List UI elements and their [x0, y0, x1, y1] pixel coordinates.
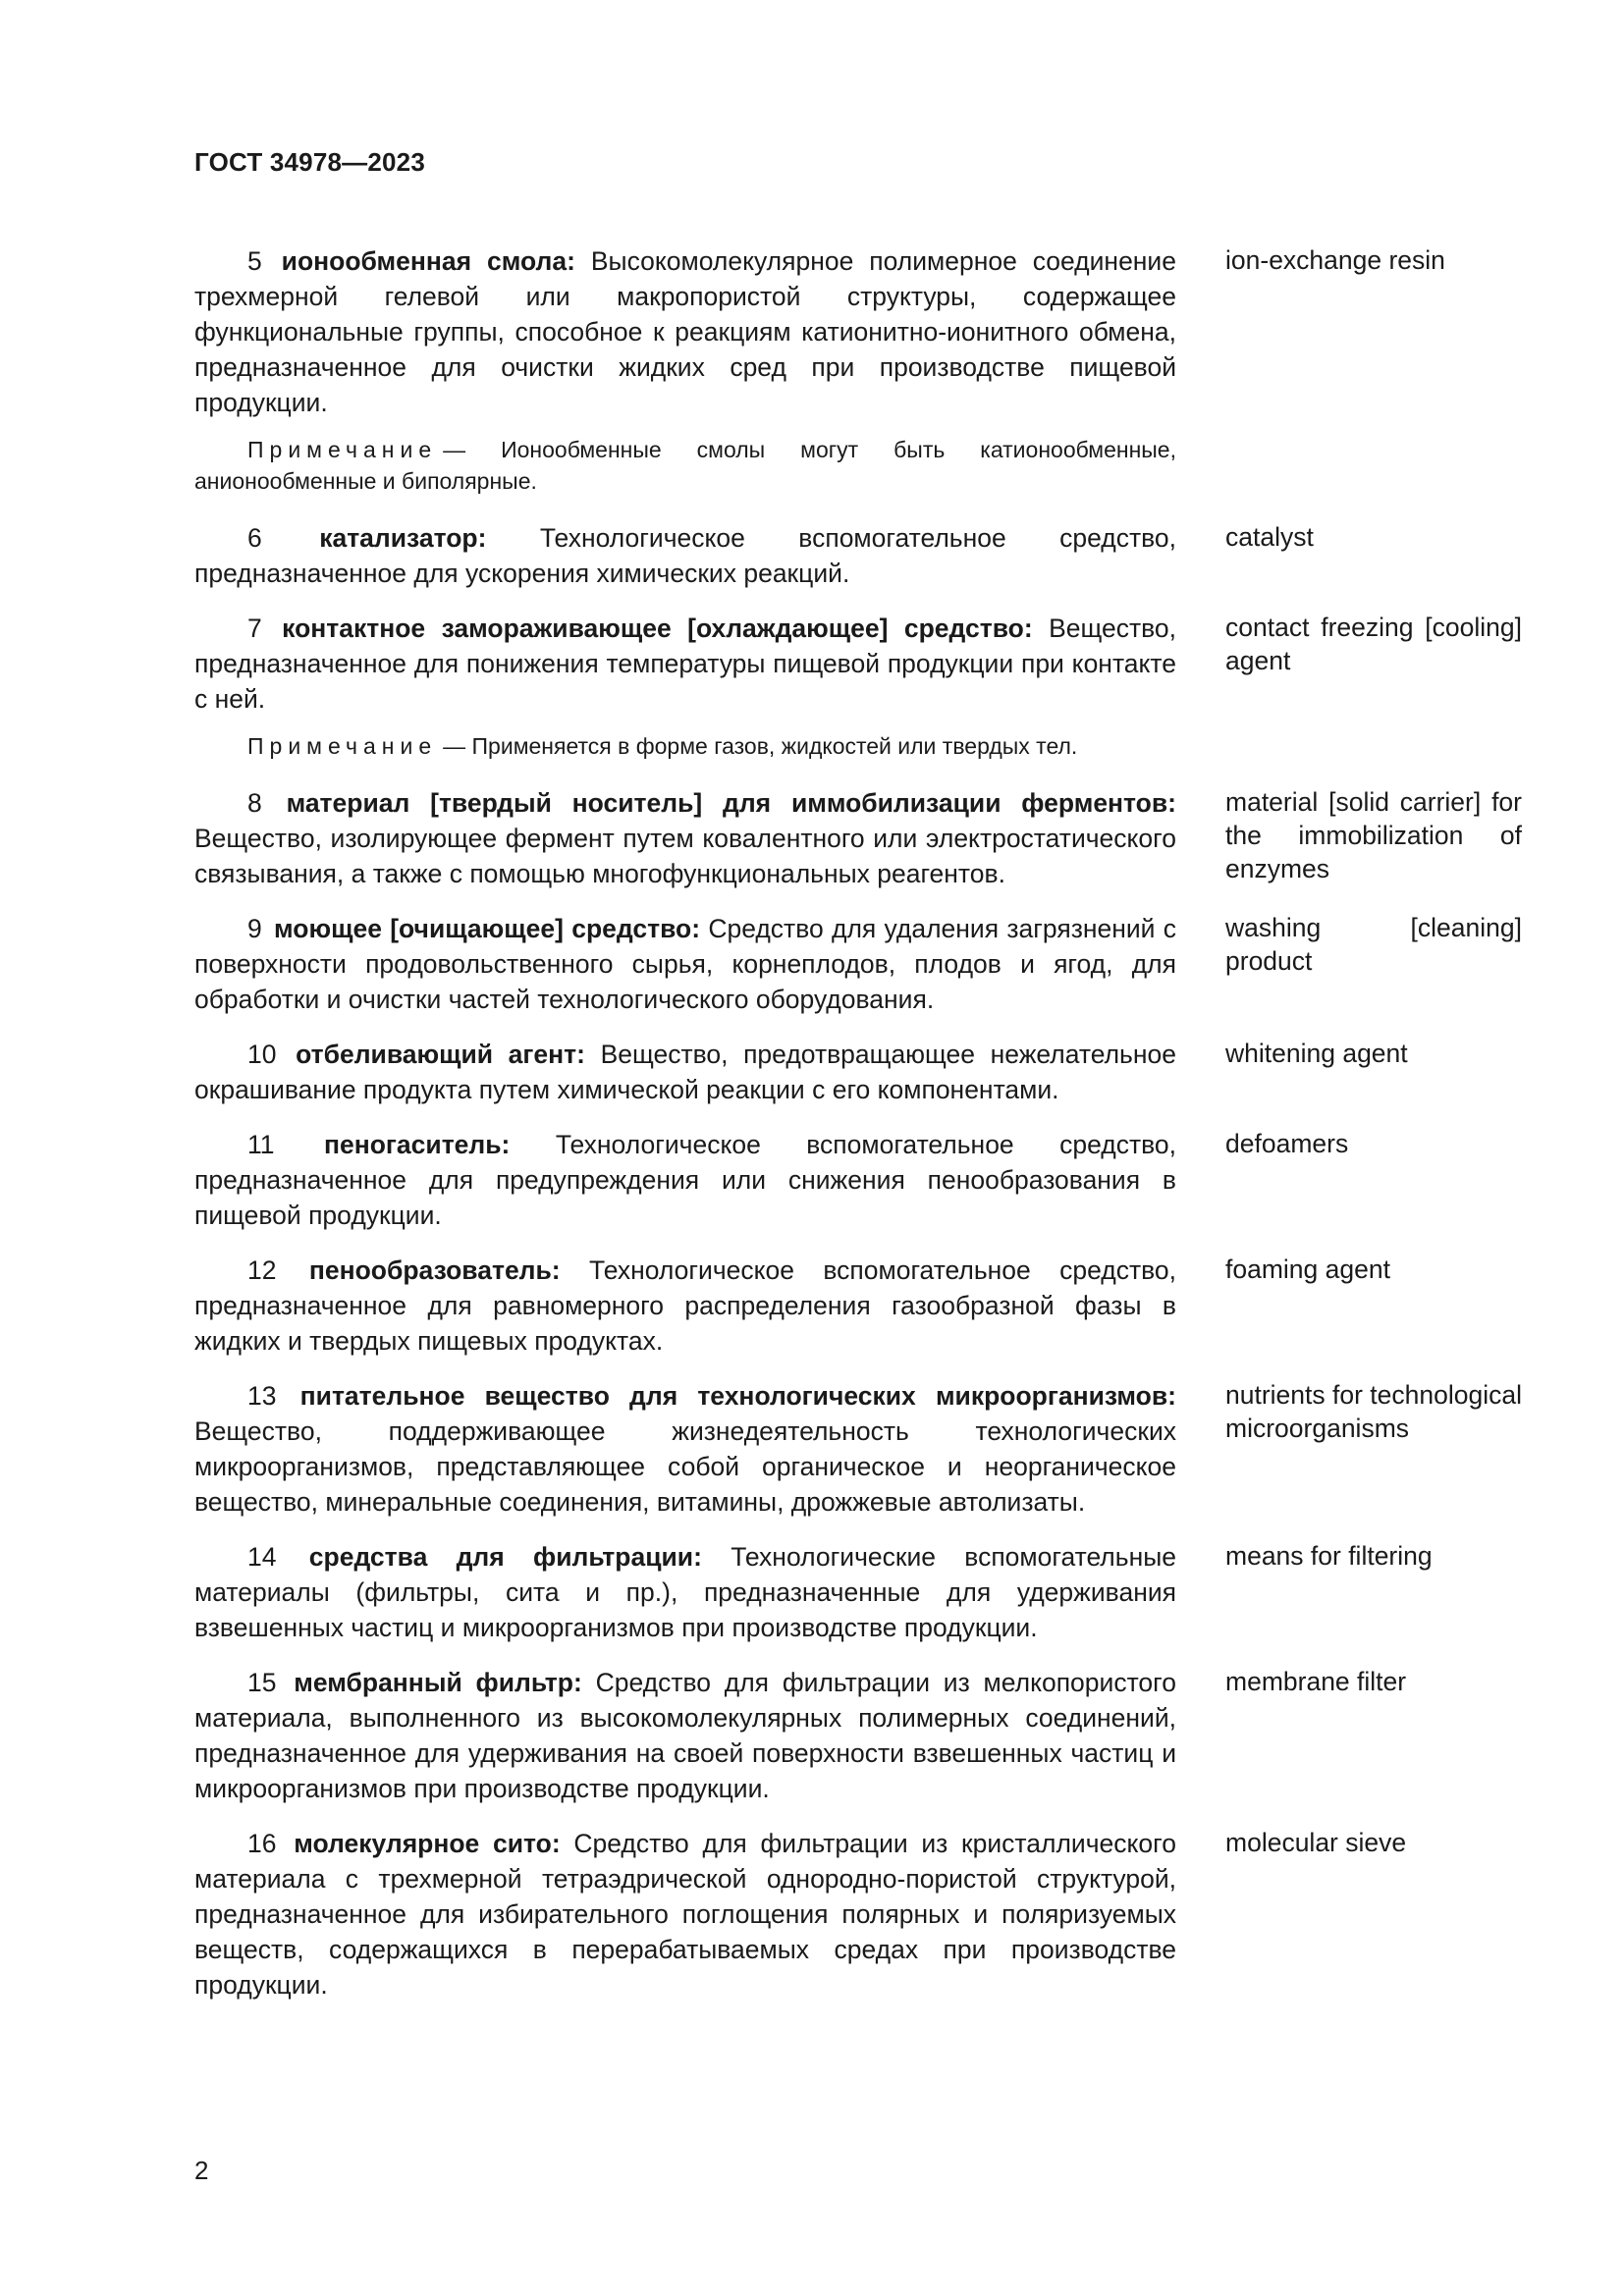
english-equivalent: contact freezing [cooling] agent: [1225, 613, 1522, 675]
term-number: 7: [247, 614, 262, 643]
term-number: 11: [247, 1130, 275, 1159]
term-name: пеногаситель:: [323, 1130, 511, 1159]
term-name: молекулярное сито:: [294, 1829, 561, 1858]
term-number: 8: [247, 788, 262, 818]
term-name: материал [твердый носитель] для иммобилизации ферментов:: [286, 788, 1176, 818]
term-definition-block: [194, 911, 1176, 1017]
note-label: Примечание: [247, 437, 438, 462]
term-entry: [194, 243, 1522, 420]
english-equivalent: nutrients for technological microorganisms: [1225, 1380, 1522, 1443]
term-note: [194, 434, 1176, 497]
term-entry: [194, 1539, 1522, 1645]
term-definition-block: [194, 1665, 1176, 1806]
term-name: ионообменная смола:: [281, 246, 575, 276]
page-number: 2: [194, 2156, 209, 2185]
term-definition-block: [194, 785, 1176, 891]
term-definition-block: [194, 1539, 1176, 1645]
term-definition: Средство для фильтрации из мелкопористого материала, выполненного из высокомолекулярных полимерных соединений, предназначенное для удерживания на своей поверхности взвешенных частиц и микроорганизмов при производстве продукции.: [194, 1668, 1176, 1803]
term-entry: [194, 785, 1522, 891]
term-name: мембранный фильтр:: [294, 1668, 582, 1697]
term-name: контактное замораживающее [охлаждающее] средство:: [282, 614, 1033, 643]
english-equivalent: whitening agent: [1225, 1039, 1408, 1068]
term-definition: Вещество, изолирующее фермент путем ковалентного или электростатического связывания, а также с помощью многофункциональных реагентов.: [194, 824, 1176, 888]
english-equivalent: molecular sieve: [1225, 1828, 1407, 1857]
term-name: питательное вещество для технологических микроорганизмов:: [299, 1381, 1176, 1411]
term-definition: Технологическое вспомогательное средство, предназначенное для равномерного распределения газообразной фазы в жидких и твердых пищевых продуктах.: [194, 1255, 1176, 1356]
term-definition: Технологическое вспомогательное средство, предназначенное для предупреждения или снижения пенообразования в пищевой продукции.: [194, 1130, 1176, 1230]
english-equivalent: foaming agent: [1225, 1255, 1390, 1284]
term-definition: Высокомолекулярное полимерное соединение трехмерной гелевой или макропористой структуры, содержащее функциональные группы, способное к реакциям катионитно-ионитного обмена, предназначенное для очистки жидких сред при производстве пищевой продукции.: [194, 246, 1176, 417]
english-equivalent: defoamers: [1225, 1129, 1349, 1158]
note-text: — Ионообменные смолы могут быть катионообменные, анионообменные и биполярные.: [194, 437, 1176, 494]
term-entry: [194, 520, 1522, 591]
term-number: 13: [247, 1381, 277, 1411]
term-definition: Вещество, предназначенное для понижения температуры пищевой продукции при контакте с ней.: [194, 614, 1177, 714]
document-header: ГОСТ 34978—2023: [194, 147, 425, 177]
term-definition-block: [194, 1037, 1176, 1107]
term-name: средства для фильтрации:: [308, 1542, 702, 1572]
term-definition-block: [194, 243, 1176, 420]
english-equivalent: material [solid carrier] for the immobilization of enzymes: [1225, 787, 1522, 883]
term-number: 15: [247, 1668, 277, 1697]
term-number: 5: [247, 246, 262, 276]
term-number: 16: [247, 1829, 277, 1858]
term-entry: [194, 1127, 1522, 1233]
term-name: пенообразователь:: [308, 1255, 561, 1285]
term-name: катализатор:: [319, 523, 487, 553]
english-equivalent: membrane filter: [1225, 1667, 1407, 1696]
term-definition: Средство для удаления загрязнений с поверхности продовольственного сырья, корнеплодов, плодов и ягод, для обработки и очистки частей технологического оборудования.: [194, 914, 1176, 1014]
term-entry: [194, 1665, 1522, 1806]
term-definition: Вещество, поддерживающее жизнедеятельность технологических микроорганизмов, представляющее собой органическое и неорганическое вещество, минеральные соединения, витамины, дрожжевые автолизаты.: [194, 1416, 1176, 1517]
term-entry: [194, 1826, 1522, 2002]
term-name: отбеливающий агент:: [296, 1040, 585, 1069]
english-equivalent: means for filtering: [1225, 1541, 1433, 1571]
english-equivalent: catalyst: [1225, 522, 1314, 552]
term-definition-block: [194, 520, 1176, 591]
term-name: моющее [очищающее] средство:: [274, 914, 701, 943]
term-definition: Вещество, предотвращающее нежелательное окрашивание продукта путем химической реакции с его компонентами.: [194, 1040, 1176, 1104]
term-number: 9: [247, 914, 262, 943]
term-note: [194, 730, 1176, 762]
term-definition: Средство для фильтрации из кристаллического материала с трехмерной тетраэдрической однородно-пористой структурой, предназначенное для избирательного поглощения полярных и поляризуемых веществ, содержащихся в перерабатываемых средах при производстве продукции.: [194, 1829, 1176, 2000]
term-number: 14: [247, 1542, 277, 1572]
term-definition-block: [194, 1826, 1176, 2002]
term-number: 6: [247, 523, 262, 553]
term-entry: [194, 911, 1522, 1017]
english-equivalent: washing [cleaning] product: [1225, 913, 1522, 976]
term-entry: [194, 611, 1522, 717]
english-equivalent: ion-exchange resin: [1225, 245, 1445, 275]
term-entry: [194, 1378, 1522, 1520]
term-definition: Технологические вспомогательные материалы (фильтры, сита и пр.), предназначенные для удерживания взвешенных частиц и микроорганизмов при производстве продукции.: [194, 1542, 1176, 1642]
term-number: 10: [247, 1040, 277, 1069]
term-definition-block: [194, 1253, 1176, 1359]
term-definition-block: [194, 1127, 1176, 1233]
term-definition-block: [194, 1378, 1176, 1520]
term-number: 12: [247, 1255, 277, 1285]
term-entry: [194, 1037, 1522, 1107]
term-definition: Технологическое вспомогательное средство, предназначенное для ускорения химических реакций.: [194, 523, 1176, 588]
terms-list: [194, 243, 1522, 2022]
note-label: Примечание: [247, 733, 438, 759]
term-definition-block: [194, 611, 1176, 717]
term-entry: [194, 1253, 1522, 1359]
note-text: — Применяется в форме газов, жидкостей или твердых тел.: [443, 733, 1078, 759]
